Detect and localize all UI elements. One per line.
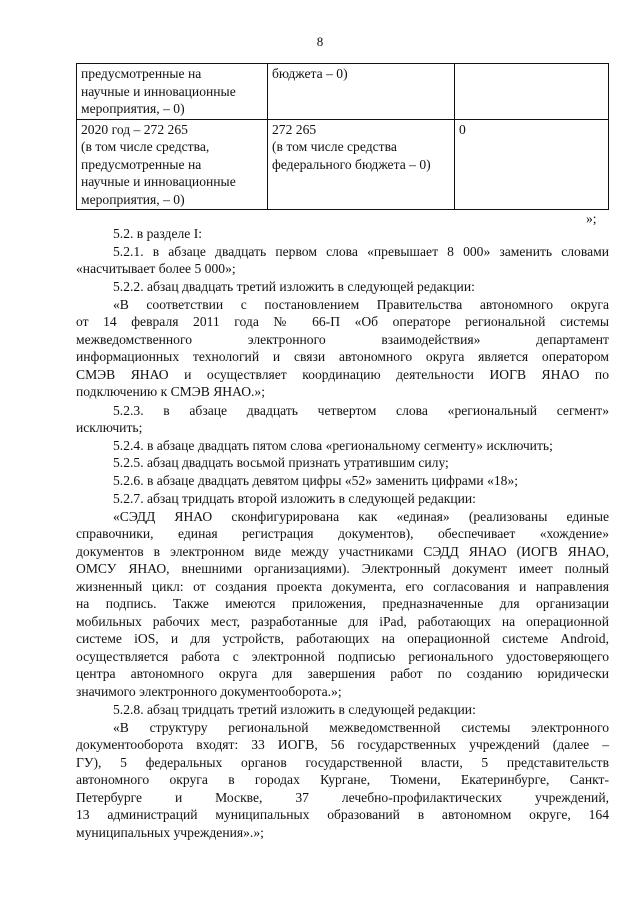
cell-line: предусмотренные на	[81, 156, 202, 172]
text-line: значимого электронного документооборота.»;	[76, 684, 342, 699]
text-line: осуществляется работа с электронной подписью регионального удостоверяющего	[76, 649, 609, 664]
text-line: 5.2.7. абзац тридцать второй изложить в следующей редакции:	[113, 491, 476, 506]
text-line: муниципальных учреждения».»;	[76, 825, 264, 840]
cell-line: научные и инновационные	[81, 174, 236, 189]
text-line: »;	[586, 211, 597, 226]
text-line: исключить;	[76, 420, 143, 435]
text-line: 5.2. в разделе I:	[113, 226, 203, 241]
cell-line: (в том числе средства,	[81, 139, 210, 154]
table-cell	[455, 119, 609, 210]
cell-line: научные и инновационные	[81, 83, 236, 99]
budget-table	[76, 63, 609, 210]
text-line: Петербурге и Москве, 37 лечебно-профилактических учреждений,	[76, 790, 609, 805]
text-line: системе iOS, и для устройств, работающих на операционной системе Android,	[76, 631, 609, 646]
cell-line: федерального бюджета – 0)	[272, 156, 431, 172]
text-line: справочники, единая регистрация документов), обеспечивает «хождение»	[76, 526, 609, 541]
text-line: 5.2.2. абзац двадцать третий изложить в следующей редакции:	[113, 279, 475, 294]
text-line: от 14 февраля 2011 года № 66-П «Об операторе региональной системы	[76, 314, 609, 329]
text-line: «СЭДД ЯНАО сконфигурирована как «единая» (реализованы единые	[113, 509, 609, 524]
text-line: ОМСУ ЯНАО, внешними организациями). Электронный документ имеет полный	[76, 561, 609, 576]
text-line: СМЭВ ЯНАО и осуществляет координацию деятельности ИОГВ ЯНАО по	[76, 367, 609, 382]
text-line: межведомственного электронного взаимодействия» департамент	[76, 332, 609, 347]
text-line: «насчитывает более 5 000»;	[76, 261, 236, 276]
text-line: 13 администраций муниципальных образований в автономном округе, 164	[76, 807, 609, 822]
cell-line: предусмотренные на	[81, 66, 202, 81]
text-line: информационных технологий и связи автономного округа является оператором	[76, 349, 609, 364]
text-line: ГУ), 5 федеральных органов государственной власти, 5 представительств	[76, 755, 609, 770]
table-row	[77, 119, 609, 210]
text-line: документооборота входят: 33 ИОГВ, 56 государственных учреждений (далее –	[76, 737, 609, 752]
table-cell	[77, 64, 268, 120]
cell-line: 272 265	[272, 121, 317, 137]
text-line: жизненный цикл: от создания проекта документа, его согласования и направления	[76, 579, 609, 594]
cell-line: (в том числе средства	[272, 139, 397, 154]
cell-line: 2020 год – 272 265	[81, 121, 188, 137]
text-line: 5.2.8. абзац тридцать третий изложить в следующей редакции:	[113, 702, 476, 717]
text-line: 5.2.4. в абзаце двадцать пятом слова «региональному сегменту» исключить;	[113, 438, 553, 453]
text-line: 5.2.3. в абзаце двадцать четвертом слова «региональный сегмент»	[113, 403, 609, 418]
cell-line: бюджета – 0)	[272, 66, 348, 81]
text-line: подключению к СМЭВ ЯНАО.»;	[76, 384, 266, 399]
text-line: центра автономного округа для завершения работ по созданию юридически	[76, 666, 609, 681]
table-cell	[268, 119, 455, 210]
text-line: автономного округа в городах Кургане, Тюмени, Екатеринбурге, Санкт-	[76, 772, 609, 787]
page-number: 8	[316, 34, 324, 49]
text-line: 5.2.6. в абзаце двадцать девятом цифры «52» заменить цифрами «18»;	[113, 473, 519, 488]
cell-line: 0	[459, 121, 466, 137]
text-line: «В соответствии с постановлением Правительства автономного округа	[113, 297, 609, 312]
text-line: 5.2.1. в абзаце двадцать первом слова «превышает 8 000» заменить словами	[113, 244, 609, 259]
table-row	[77, 64, 609, 120]
text-line: на подпись. Также имеются приложения, предназначенные для организации	[76, 596, 609, 611]
text-line: 5.2.5. абзац двадцать восьмой признать утратившим силу;	[113, 455, 449, 470]
table-cell	[268, 64, 455, 120]
table-cell	[77, 119, 268, 210]
table-cell	[455, 64, 609, 120]
text-line: мобильных рабочих мест, разработанные для iPad, работающих на операционной	[76, 614, 609, 629]
cell-line: мероприятия, – 0)	[81, 101, 185, 116]
text-line: «В структуру региональной межведомственной системы электронного	[113, 720, 609, 735]
cell-line: мероприятия, – 0)	[81, 191, 185, 207]
text-line: документов в электронном виде между участниками СЭДД ЯНАО (ИОГВ ЯНАО,	[76, 544, 609, 559]
